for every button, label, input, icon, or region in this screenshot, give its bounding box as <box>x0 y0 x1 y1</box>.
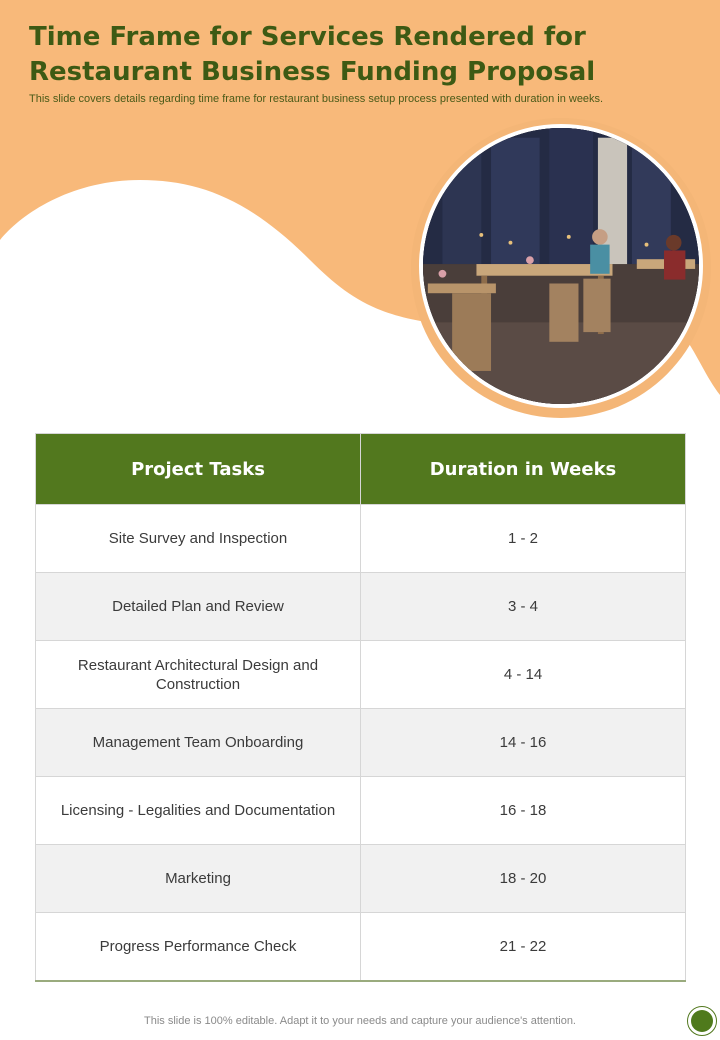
table-row <box>36 845 686 913</box>
restaurant-photo <box>419 124 703 408</box>
table-row <box>36 913 686 982</box>
table-row <box>36 777 686 845</box>
table-row <box>36 505 686 573</box>
duration-cell: 18 - 20 <box>361 845 686 913</box>
timeframe-table <box>35 433 686 982</box>
footer-note: This slide is 100% editable. Adapt it to your needs and capture your audience's attention. <box>144 1015 576 1027</box>
column-header-duration: Duration in Weeks <box>361 434 686 505</box>
duration-cell: 14 - 16 <box>361 709 686 777</box>
task-cell: Detailed Plan and Review <box>36 573 361 641</box>
task-cell: Restaurant Architectural Design and Construction <box>36 641 361 709</box>
table-header-row <box>36 434 686 505</box>
task-cell: Management Team Onboarding <box>36 709 361 777</box>
table-row <box>36 641 686 709</box>
task-cell: Progress Performance Check <box>36 913 361 982</box>
task-cell: Marketing <box>36 845 361 913</box>
table-row <box>36 573 686 641</box>
task-cell: Site Survey and Inspection <box>36 505 361 573</box>
table-row <box>36 709 686 777</box>
page-subtitle: This slide covers details regarding time frame for restaurant business setup process presented with duration in weeks. <box>29 93 604 105</box>
circle-button-inner <box>691 1010 713 1032</box>
duration-cell: 21 - 22 <box>361 913 686 982</box>
duration-cell: 4 - 14 <box>361 641 686 709</box>
page-title: Time Frame for Services Rendered for Restaurant Business Funding Proposal <box>29 22 596 87</box>
circle-button-icon[interactable] <box>687 1006 717 1036</box>
duration-cell: 16 - 18 <box>361 777 686 845</box>
task-cell: Licensing - Legalities and Documentation <box>36 777 361 845</box>
column-header-project-tasks: Project Tasks <box>36 434 361 505</box>
duration-cell: 1 - 2 <box>361 505 686 573</box>
duration-cell: 3 - 4 <box>361 573 686 641</box>
